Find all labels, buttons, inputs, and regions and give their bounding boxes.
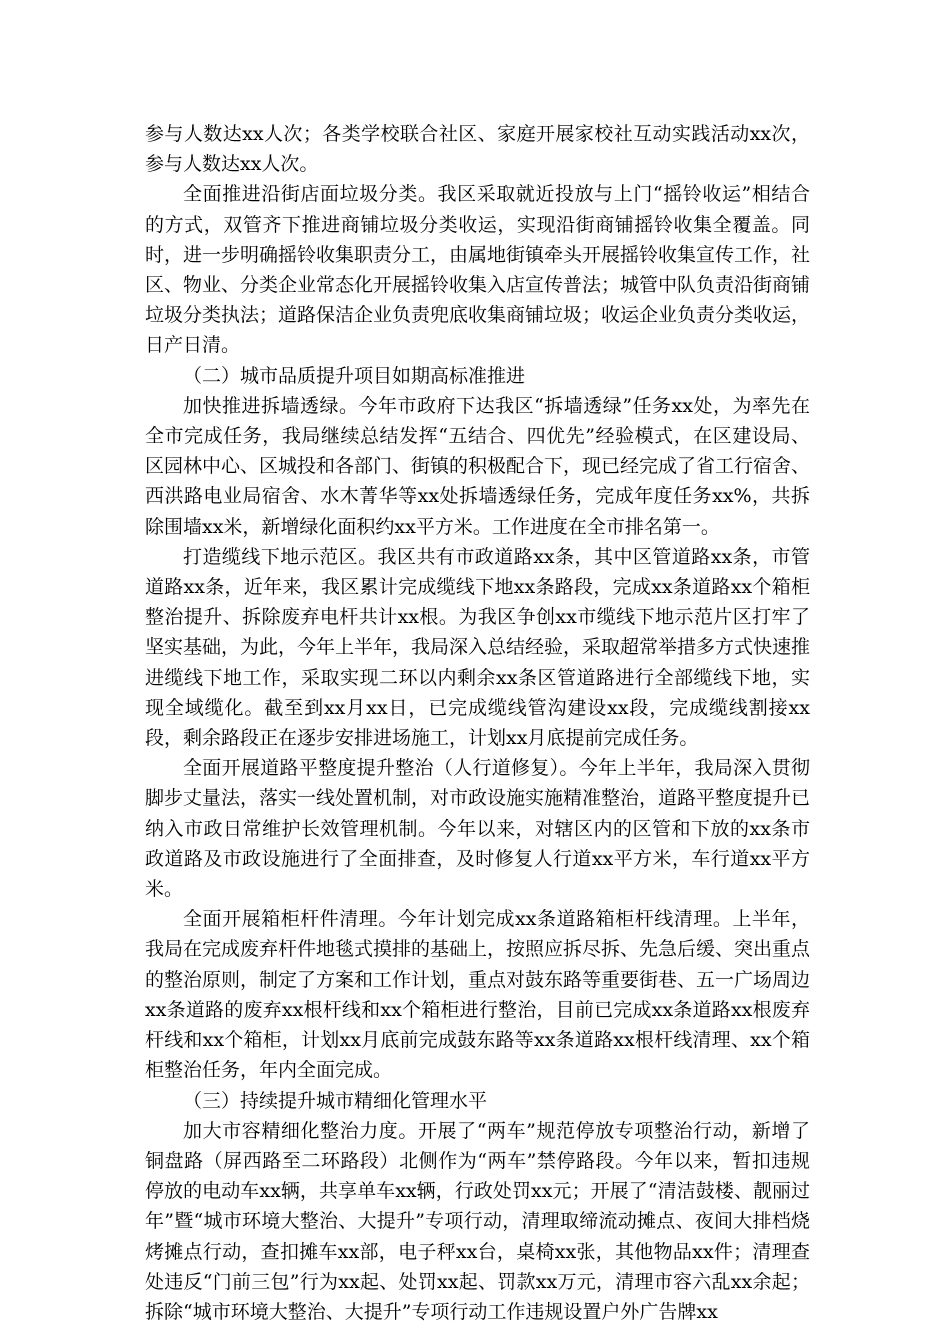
paragraph: 全面推进沿街店面垃圾分类。我区采取就近投放与上门“摇铃收运”相结合的方式，双管齐下推进商铺垃圾分类收运，实现沿街商铺摇铃收集全覆盖。同时，进一步明确摇铃收集职责分工，由属地街镇牵头开展摇铃收集宣传工作，社区、物业、分类企业常态化开展摇铃收集入店宣传普法；城管中队负责沿街商铺垃圾分类执法；道路保洁企业负责兜底收集商铺垃圾；收运企业负责分类收运，日产日清。	[145, 183, 811, 357]
paragraph: 打造缆线下地示范区。我区共有市政道路xx条，其中区管道路xx条，市管道路xx条，近年来，我区累计完成缆线下地xx条路段，完成xx条道路xx个箱柜整治提升、拆除废弃电杆共计xx根。为我区争创xx市缆线下地示范片区打牢了坚实基础，为此，今年上半年，我局深入总结经验，采取超常举措多方式快速推进缆线下地工作，采取实现二环以内剩余xx条区管道路进行全部缆线下地，实现全域缆化。截至到xx月xx日，已完成缆线管沟建设xx段，完成缆线割接xx段，剩余路段正在逐步安排进场施工，计划xx月底提前完成任务。	[145, 545, 811, 750]
paragraph: 全面开展箱柜杆件清理。今年计划完成xx条道路箱柜杆线清理。上半年，我局在完成废弃杆件地毯式摸排的基础上，按照应拆尽拆、先急后缓、突出重点的整治原则，制定了方案和工作计划，重点对鼓东路等重要街巷、五一广场周边xx条道路的废弃xx根杆线和xx个箱柜进行整治，目前已完成xx条道路xx根废弃杆线和xx个箱柜，计划xx月底前完成鼓东路等xx条道路xx根杆线清理、xx个箱柜整治任务，年内全面完成。	[145, 908, 811, 1082]
paragraph: 加大市容精细化整治力度。开展了“两车”规范停放专项整治行动，新增了铜盘路（屏西路至二环路段）北侧作为“两车”禁停路段。今年以来，暂扣违规停放的电动车xx辆，共享单车xx辆，行政处罚xx元；开展了“清洁鼓楼、靓丽过年”暨“城市环境大整治、大提升”专项行动，清理取缔流动摊点、夜间大排档烧烤摊点行动，查扣摊车xx部，电子秤xx台，桌椅xx张，其他物品xx件；清理查处违反“门前三包”行为xx起、处罚xx起、罚款xx万元，清理市容六乱xx余起；拆除“城市环境大整治、大提升”专项行动工作违规设置户外广告牌xx	[145, 1119, 810, 1323]
section-heading: （三）持续提升城市精细化管理水平	[183, 1089, 488, 1112]
section-heading: （二）城市品质提升项目如期高标准推进	[183, 364, 526, 387]
paragraph: 加快推进拆墙透绿。今年市政府下达我区“拆墙透绿”任务xx处，为率先在全市完成任务，我局继续总结发挥“五结合、四优先”经验模式，在区建设局、区园林中心、区城投和各部门、街镇的积极配合下，现已经完成了省工行宿舍、西洪路电业局宿舍、水木菁华等xx处拆墙透绿任务，完成年度任务xx%，共拆除围墙xx米，新增绿化面积约xx平方米。工作进度在全市排名第一。	[145, 394, 811, 538]
document-page	[145, 119, 810, 1327]
paragraph: 参与人数达xx人次；各类学校联合社区、家庭开展家校社互动实践活动xx次，参与人数达xx人次。	[145, 123, 810, 176]
paragraph: 全面开展道路平整度提升整治（人行道修复）。今年上半年，我局深入贯彻脚步丈量法，落实一线处置机制，对市政设施实施精准整治，道路平整度提升已纳入市政日常维护长效管理机制。今年以来，对辖区内的区管和下放的xx条市政道路及市政设施进行了全面排查，及时修复人行道xx平方米，车行道xx平方米。	[145, 757, 811, 901]
